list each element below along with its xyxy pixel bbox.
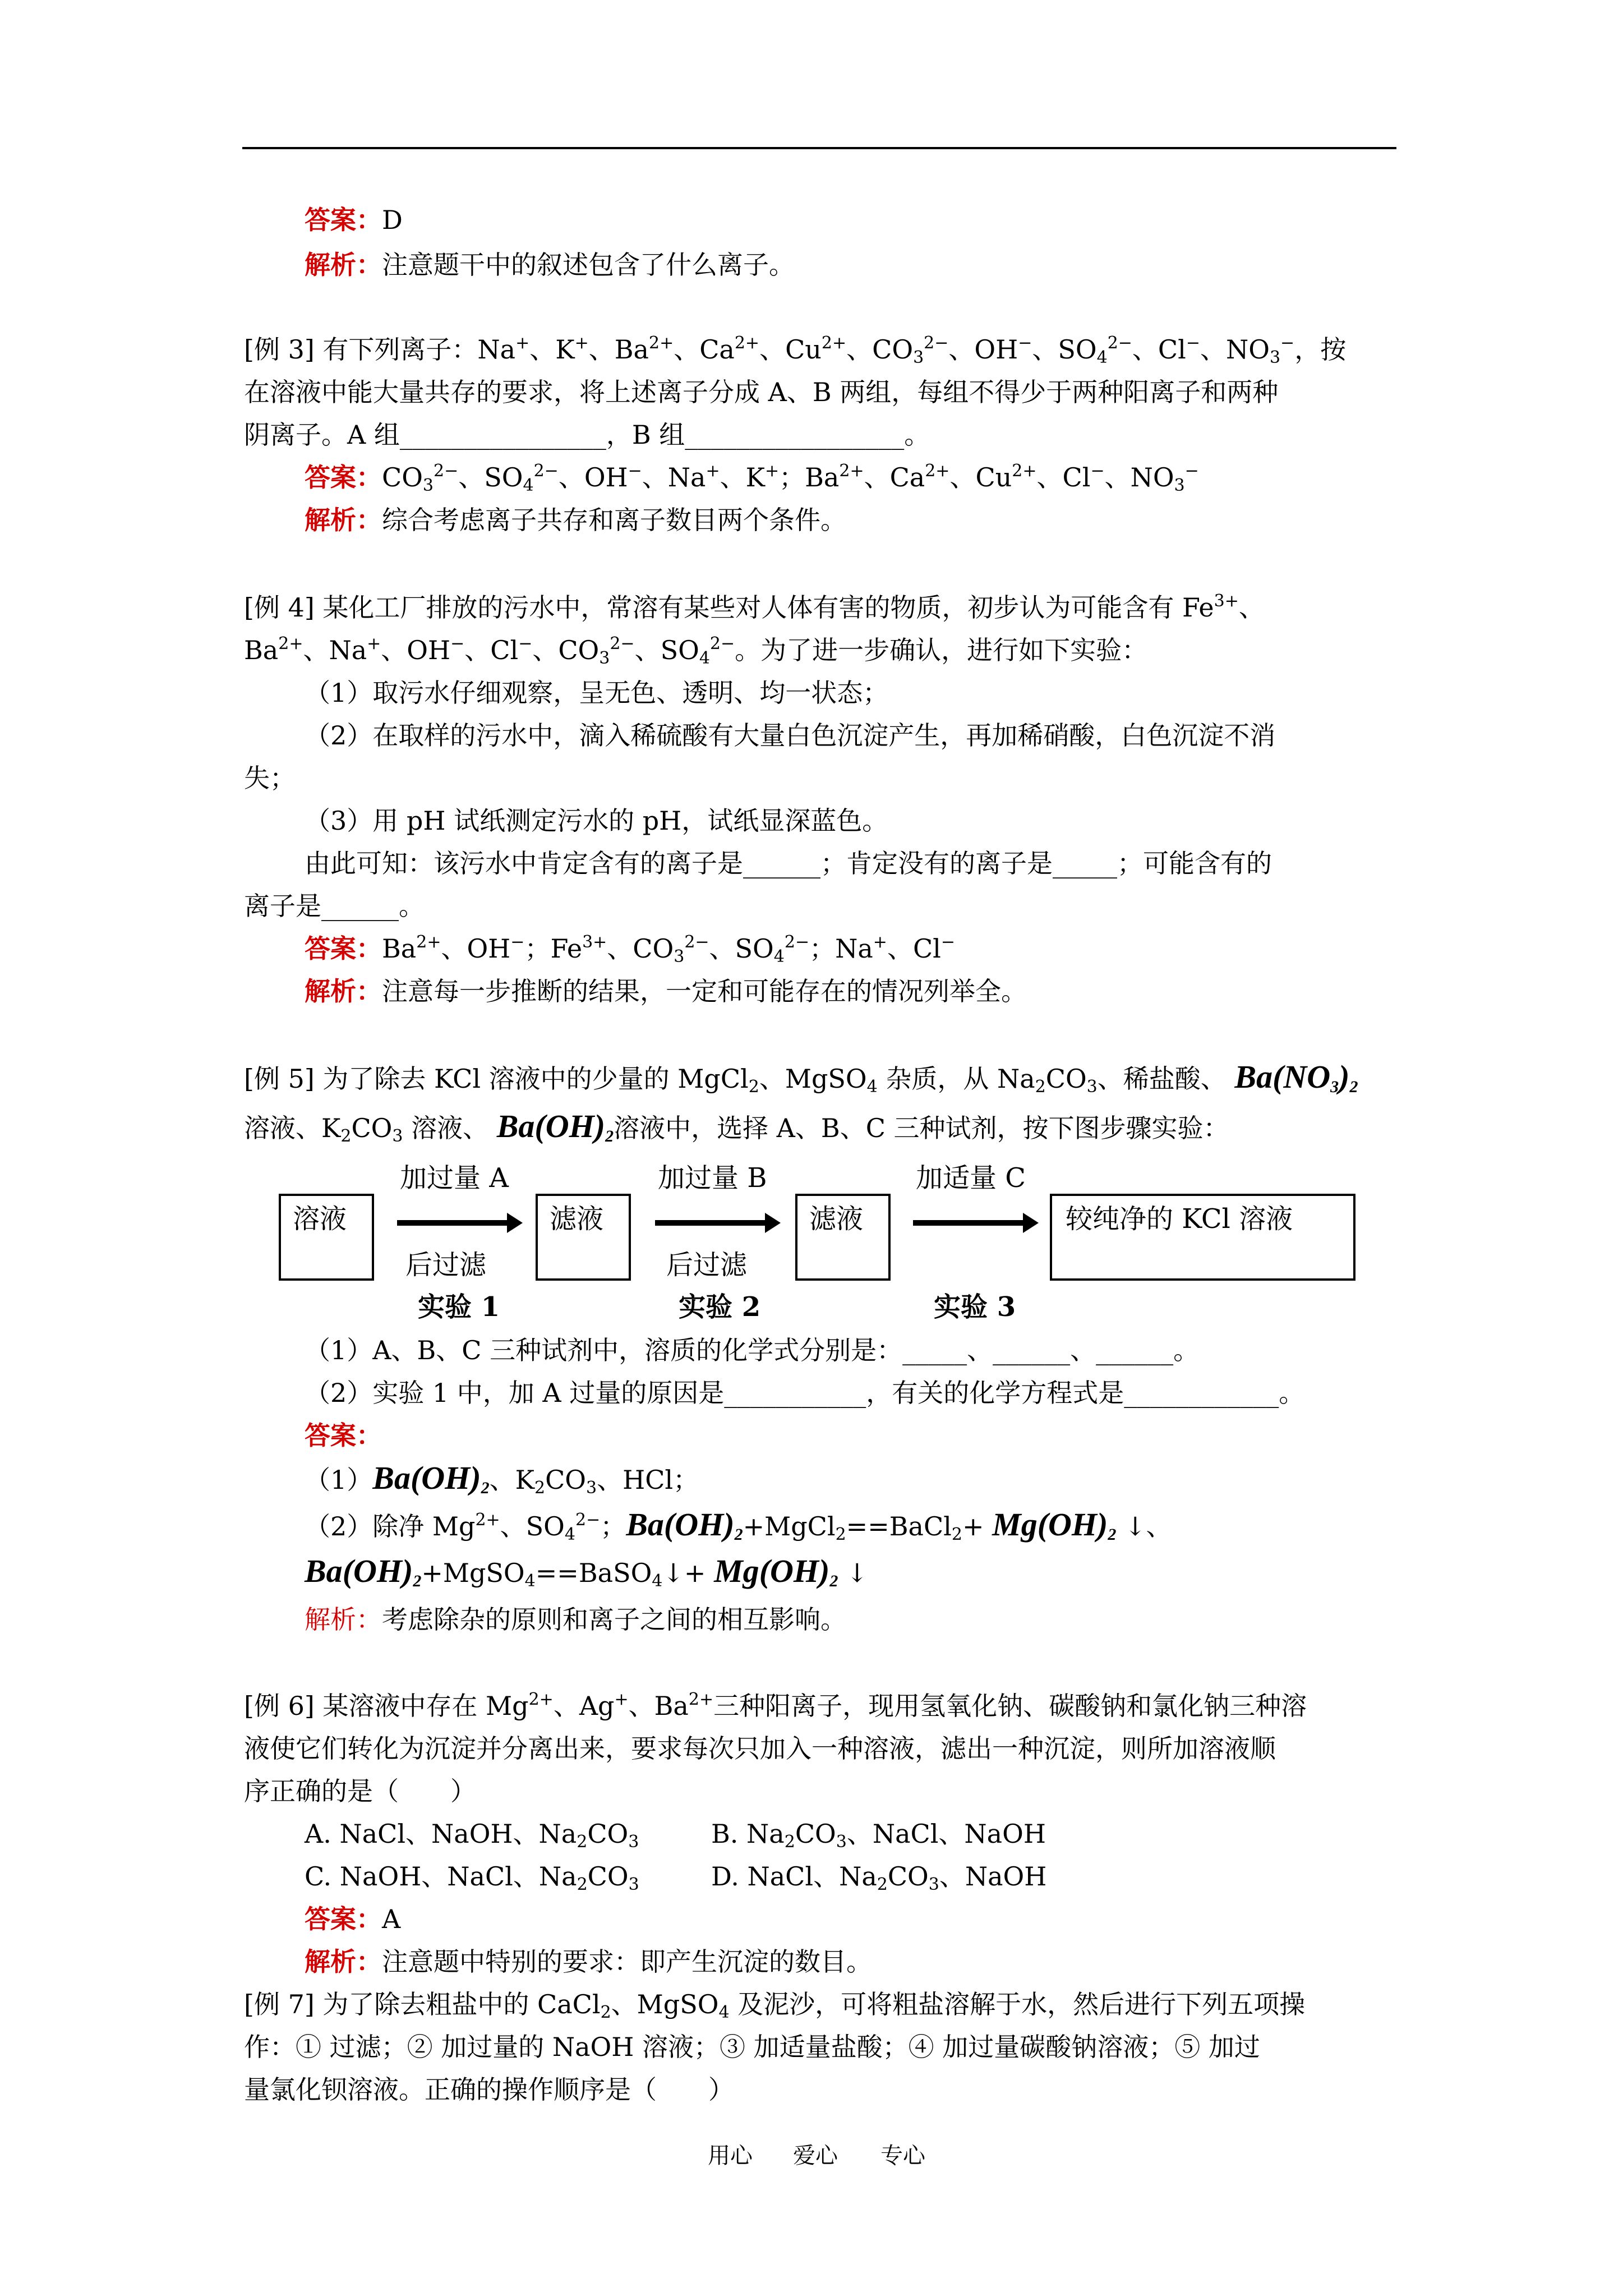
ex2-answer-line: 答案：D <box>305 205 403 235</box>
analysis-label: 解析 <box>305 250 356 280</box>
answer-label: 答案 <box>305 205 356 235</box>
ex4-answer-line: 答案：$Ba^{2+}$、OH−；$Fe^{3+}$、$CO_3^{2-}$、$SO_4^{2-}$；Na+、Cl− <box>305 932 955 967</box>
flow-exp1: 实验 1 <box>418 1291 500 1323</box>
flow-box-filtrate-1-label: 滤液 <box>550 1203 604 1235</box>
flow-arrow1-top: 加过量 A <box>400 1162 509 1194</box>
ex3-answer-line: 答案：$CO_3^{2-}$、$SO_4^{2-}$、OH−、Na+、K+；$Ba^{2+}$、$Ca^{2+}$、$Cu^{2+}$、Cl−、$NO_3^-$ <box>305 461 1199 495</box>
footer-text-3: 专心 <box>880 2143 925 2169</box>
ex4-step2b: 失； <box>244 763 296 793</box>
flow-arrow3-top: 加适量 C <box>916 1162 1026 1194</box>
ex4-step2: （2）在取样的污水中，滴入稀硫酸有大量白色沉淀产生，再加稀硝酸，白色沉淀不消 <box>305 720 1276 751</box>
ex5-question2: （2）实验 1 中，加 A 过量的原因是___________，有关的化学方程式是____________。 <box>305 1378 1305 1408</box>
ex4-analysis-line: 解析：注意每一步推断的结果，一定和可能存在的情况列举全。 <box>305 976 1027 1006</box>
flow-arrow1-bottom: 后过滤 <box>405 1249 487 1281</box>
ex6-answer-line: 答案：A <box>305 1904 401 1934</box>
flow-box-filtrate-2-label: 滤液 <box>809 1203 864 1235</box>
ex3-line2: 在溶液中能大量共存的要求，将上述离子分成 A、B 两组，每组不得少于两种阳离子和两种 <box>244 377 1279 407</box>
ex5-answer-label-line: 答案： <box>305 1420 382 1451</box>
flow-exp2: 实验 2 <box>679 1291 761 1323</box>
footer-text-1: 用心 <box>708 2143 753 2169</box>
ex6-option-c: C. NaOH、NaCl、$Na_2CO_3$ <box>305 1861 639 1894</box>
flow-arrow2-top: 加过量 B <box>658 1162 767 1194</box>
ex4-question2: 离子是______。 <box>244 891 425 921</box>
flow-arrow2-bottom: 后过滤 <box>666 1249 748 1281</box>
ex2-analysis-line: 解析：注意题干中的叙述包含了什么离子。 <box>305 250 795 280</box>
ex6-option-d: D. NaCl、$Na_2CO_3$、NaOH <box>711 1861 1047 1894</box>
ex7-line3: 量氯化钡溶液。正确的操作顺序是（ ） <box>244 2074 734 2105</box>
flow-arrow-3 <box>913 1220 1025 1226</box>
ex5-line1: [例 5] 为了除去 KCl 溶液中的少量的 MgCl$_2$、MgSO$_4$ 杂质，从 $Na_2CO_3$、稀盐酸、 $Ba(NO_3)_2$ <box>244 1059 1358 1097</box>
ex5-answer3: $Ba(OH)_2+MgSO_4==BaSO_4↓+ Mg(OH)_2$ ↓ <box>305 1553 868 1591</box>
ex6-line3: 序正确的是（ ） <box>244 1776 476 1806</box>
ex3-line1: [例 3] 有下列离子：Na+、K+、$Ba^{2+}$、$Ca^{2+}$、$Cu^{2+}$、$CO_3^{2-}$、OH−、$SO_4^{2-}$、Cl−、$NO_3^-$，按 <box>244 333 1347 367</box>
ex7-line2: 作：① 过滤；② 加过量的 NaOH 溶液；③ 加适量盐酸；④ 加过量碳酸钠溶液；⑤ 加过 <box>244 2032 1260 2062</box>
header-rule <box>242 147 1396 149</box>
formula-ba-oh-2: $Ba(OH)_2$ <box>496 1108 614 1145</box>
ex4-line2: $Ba^{2+}$、Na+、OH−、Cl−、$CO_3^{2-}$、$SO_4^{2-}$。为了进一步确认，进行如下实验： <box>244 634 1148 668</box>
ex5-answer2: （2）除净 $Mg^{2+}$、$SO_4^{2-}$；$Ba(OH)_2+MgCl_2==BaCl_2+ Mg(OH)_2$ ↓、 <box>305 1506 1172 1544</box>
ex5-line2: 溶液、$K_2CO_3$ 溶液、 $Ba(OH)_2$溶液中，选择 A、B、C 三种试剂，按下图步骤实验： <box>244 1108 1229 1146</box>
footer-text-2: 爱心 <box>793 2143 838 2169</box>
ex5-analysis-line: 解析：考虑除杂的原则和离子之间的相互影响。 <box>305 1604 846 1635</box>
flow-box-solution-label: 溶液 <box>293 1203 347 1235</box>
ex5-question1: （1）A、B、C 三种试剂中，溶质的化学式分别是：_____、______、______。 <box>305 1335 1200 1365</box>
ex6-option-a: A. NaCl、NaOH、$Na_2CO_3$ <box>305 1819 639 1852</box>
ex3-line3: 阴离子。A 组________________，B 组_________________。 <box>244 420 930 450</box>
ex3-analysis-line: 解析：综合考虑离子共存和离子数目两个条件。 <box>305 505 846 535</box>
flow-arrow-1 <box>397 1220 509 1226</box>
ex6-line2: 液使它们转化为沉淀并分离出来，要求每次只加入一种溶液，滤出一种沉淀，则所加溶液顺 <box>244 1733 1276 1764</box>
flow-exp3: 实验 3 <box>934 1291 1016 1323</box>
ex4-step1: （1）取污水仔细观察，呈无色、透明、均一状态； <box>305 678 889 708</box>
ex4-step3: （3）用 pH 试纸测定污水的 pH，试纸显深蓝色。 <box>305 806 888 836</box>
ex5-answer1: $(1)Ba(OH)_2$、$K_2CO_3$、HCl； <box>305 1460 699 1498</box>
ex6-analysis-line: 解析：注意题中特别的要求：即产生沉淀的数目。 <box>305 1947 872 1977</box>
formula-ba-no3-2: $Ba(NO_3)_2$ <box>1234 1059 1358 1096</box>
flow-arrow-2 <box>655 1220 767 1226</box>
ex6-option-b: B. $Na_2CO_3$、NaCl、NaOH <box>711 1819 1046 1852</box>
ex4-question1: 由此可知：该污水中肯定含有的离子是______；肯定没有的离子是_____；可能含有的 <box>305 848 1272 878</box>
flow-box-kcl-label: 较纯净的 KCl 溶液 <box>1066 1203 1293 1235</box>
ex4-line1: [例 4] 某化工厂排放的污水中，常溶有某些对人体有害的物质，初步认为可能含有 $Fe^{3+}$、 <box>244 591 1265 623</box>
ex7-line1: [例 7] 为了除去粗盐中的 CaCl$_2$、MgSO$_4$ 及泥沙，可将粗盐溶解于水，然后进行下列五项操 <box>244 1989 1306 2022</box>
ex6-line1: [例 6] 某溶液中存在 $Mg^{2+}$、Ag+、$Ba^{2+}$三种阳离子，现用氢氧化钠、碳酸钠和氯化钠三种溶 <box>244 1690 1307 1721</box>
